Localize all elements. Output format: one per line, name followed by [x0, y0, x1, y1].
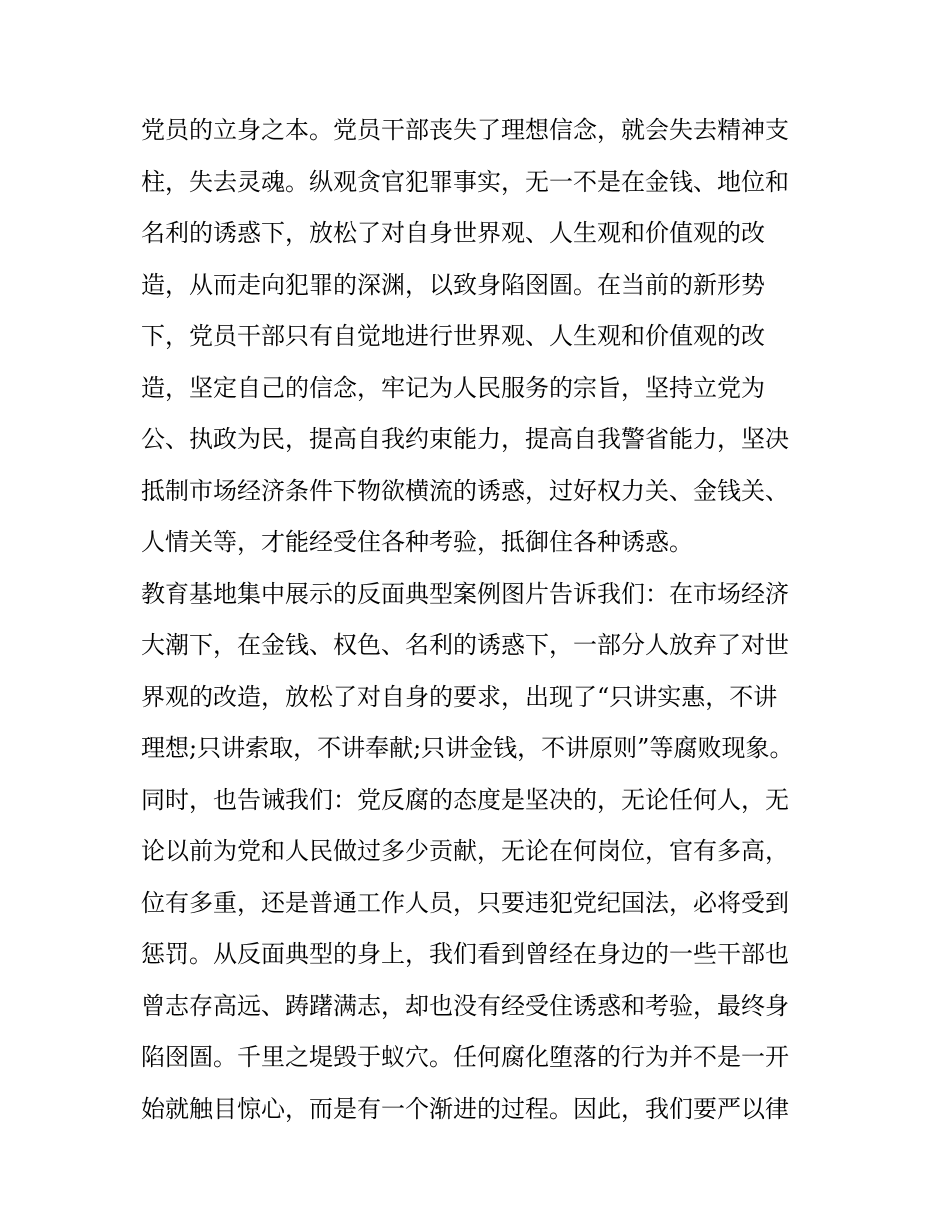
body-text [141, 105, 813, 1135]
text-line: 公、执政为民，提高自我约束能力，提高自我警省能力，坚决 [141, 425, 789, 453]
text-line: 下，党员干部只有自觉地进行世界观、人生观和价值观的改 [141, 322, 765, 350]
text-line: 柱，失去灵魂。纵观贪官犯罪事实，无一不是在金钱、地位和 [141, 167, 789, 196]
text-line: 抵制市场经济条件下物欲横流的诱惑，过好权力关、金钱关、 [141, 476, 789, 505]
text-line: 始就触目惊心，而是有一个渐进的过程。因此，我们要严以律 [141, 1094, 789, 1123]
text-line: 人情关等，才能经受住各种考验，抵御住各种诱惑。 [141, 528, 693, 556]
text-line: 大潮下，在金钱、权色、名利的诱惑下，一部分人放弃了对世 [141, 631, 789, 659]
text-line: 造，坚定自己的信念，牢记为人民服务的宗旨，坚持立党为 [141, 373, 765, 402]
text-line: 理想;只讲索取，不讲奉献;只讲金钱，不讲原则”等腐败现象。 [141, 734, 794, 762]
text-line: 位有多重，还是普通工作人员，只要违犯党纪国法，必将受到 [141, 888, 789, 917]
text-line: 造，从而走向犯罪的深渊，以致身陷囹圄。在当前的新形势 [141, 270, 765, 299]
text-line: 陷囹圄。千里之堤毁于蚁穴。任何腐化堕落的行为并不是一开 [141, 1043, 789, 1071]
text-line: 惩罚。从反面典型的身上，我们看到曾经在身边的一些干部也 [141, 940, 789, 968]
text-line: 曾志存高远、踌躇满志，却也没有经受住诱惑和考验，最终身 [141, 991, 789, 1020]
text-line: 教育基地集中展示的反面典型案例图片告诉我们：在市场经济 [141, 579, 789, 608]
text-line: 论以前为党和人民做过多少贡献，无论在何岗位，官有多高， [141, 837, 789, 865]
text-line: 党员的立身之本。党员干部丧失了理想信念，就会失去精神支 [141, 116, 789, 144]
text-line: 界观的改造，放松了对自身的要求，出现了“只讲实惠，不讲 [141, 682, 778, 711]
text-line: 同时，也告诫我们：党反腐的态度是坚决的，无论任何人，无 [141, 785, 789, 814]
text-line: 名利的诱惑下，放松了对自身世界观、人生观和价值观的改 [141, 219, 765, 247]
